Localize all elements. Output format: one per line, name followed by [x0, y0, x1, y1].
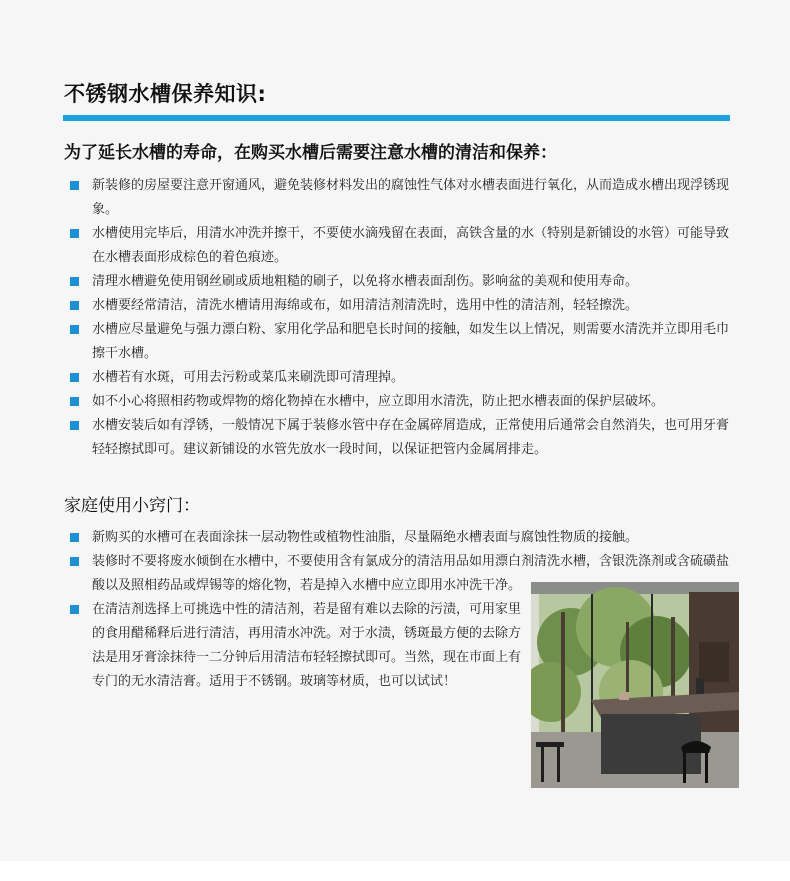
- list-item-text: 水槽要经常清洁，清洗水槽请用海绵或布，如用清洁剂清洗时，选用中性的清洁剂，轻轻擦洗。: [92, 298, 639, 313]
- section-heading-tips: 家庭使用小窍门：: [64, 496, 200, 516]
- title-divider: [63, 115, 730, 121]
- list-item: [70, 294, 730, 318]
- square-bullet-icon: [70, 533, 79, 542]
- square-bullet-icon: [70, 229, 79, 238]
- list-item: [70, 390, 730, 414]
- list-item: [70, 366, 730, 390]
- square-bullet-icon: [70, 181, 79, 190]
- page-title: 不锈钢水槽保养知识:: [64, 82, 267, 106]
- list-item-text: 新装修的房屋要注意开窗通风，避免装修材料发出的腐蚀性气体对水槽表面进行氧化，从而造成水槽出现浮锈现象。: [92, 178, 730, 217]
- list-item-text: 装修时不要将废水倾倒在水槽中，不要使用含有氯成分的清洁用品如用漂白剂清洗水槽，含银洗涤剂或含硫磺盐酸以及照相药品或焊锡等的熔化物，若是掉入水槽中应立即用水冲洗干净。: [92, 554, 730, 593]
- list-item: [70, 414, 730, 462]
- list-item: [70, 222, 730, 270]
- list-item: [70, 174, 730, 222]
- list-item: [70, 318, 730, 366]
- list-item-text: 新购买的水槽可在表面涂抹一层动物性或植物性油脂，尽量隔绝水槽表面与腐蚀性物质的接触。: [92, 530, 639, 545]
- list-item-text: 清理水槽避免使用钢丝刷或质地粗糙的刷子，以免将水槽表面刮伤。影响盆的美观和使用寿命。: [92, 274, 639, 289]
- list-item-text: 水槽使用完毕后，用清水冲洗并擦干，不要使水滴残留在表面，高铁含量的水（特别是新铺设的水管）可能导致在水槽表面形成棕色的着色痕迹。: [92, 226, 730, 265]
- list-item-text: 如不小心将照相药物或焊物的熔化物掉在水槽中，应立即用水清洗，防止把水槽表面的保护层破坏。: [92, 394, 665, 409]
- list-item: [70, 270, 730, 294]
- square-bullet-icon: [70, 325, 79, 334]
- maintenance-list: [70, 174, 730, 462]
- list-item-text: 水槽应尽量避免与强力漂白粉、家用化学品和肥皂长时间的接触，如发生以上情况，则需要水清洗并立即用毛巾擦干水槽。: [92, 322, 730, 361]
- list-item-text: 水槽安装后如有浮锈，一般情况下属于装修水管中存在金属碎屑造成，正常使用后通常会自然消失，也可用牙膏轻轻擦拭即可。建议新铺设的水管先放水一段时间，以保证把管内金属屑排走。: [92, 418, 730, 457]
- kitchen-photo: [531, 582, 739, 788]
- square-bullet-icon: [70, 373, 79, 382]
- section-heading-maintenance: 为了延长水槽的寿命，在购买水槽后需要注意水槽的清洁和保养：: [64, 143, 557, 163]
- square-bullet-icon: [70, 277, 79, 286]
- square-bullet-icon: [70, 605, 79, 614]
- square-bullet-icon: [70, 557, 79, 566]
- square-bullet-icon: [70, 301, 79, 310]
- list-item: [70, 598, 532, 694]
- list-item-text: 在清洁剂选择上可挑选中性的清洁剂，若是留有难以去除的污渍，可用家里的食用醋稀释后进行清洁，再用清水冲洗。对于水渍，锈斑最方便的去除方法是用牙膏涂抹待一二分钟后用清洁布轻轻擦拭即可。当然，现在市面上有专门的无水清洁膏。适用于不锈钢。玻璃等材质，也可以试试！: [92, 602, 522, 689]
- list-item-text: 水槽若有水斑，可用去污粉或菜瓜来刷洗即可清理掉。: [92, 370, 405, 385]
- list-item: [70, 526, 740, 550]
- square-bullet-icon: [70, 421, 79, 430]
- square-bullet-icon: [70, 397, 79, 406]
